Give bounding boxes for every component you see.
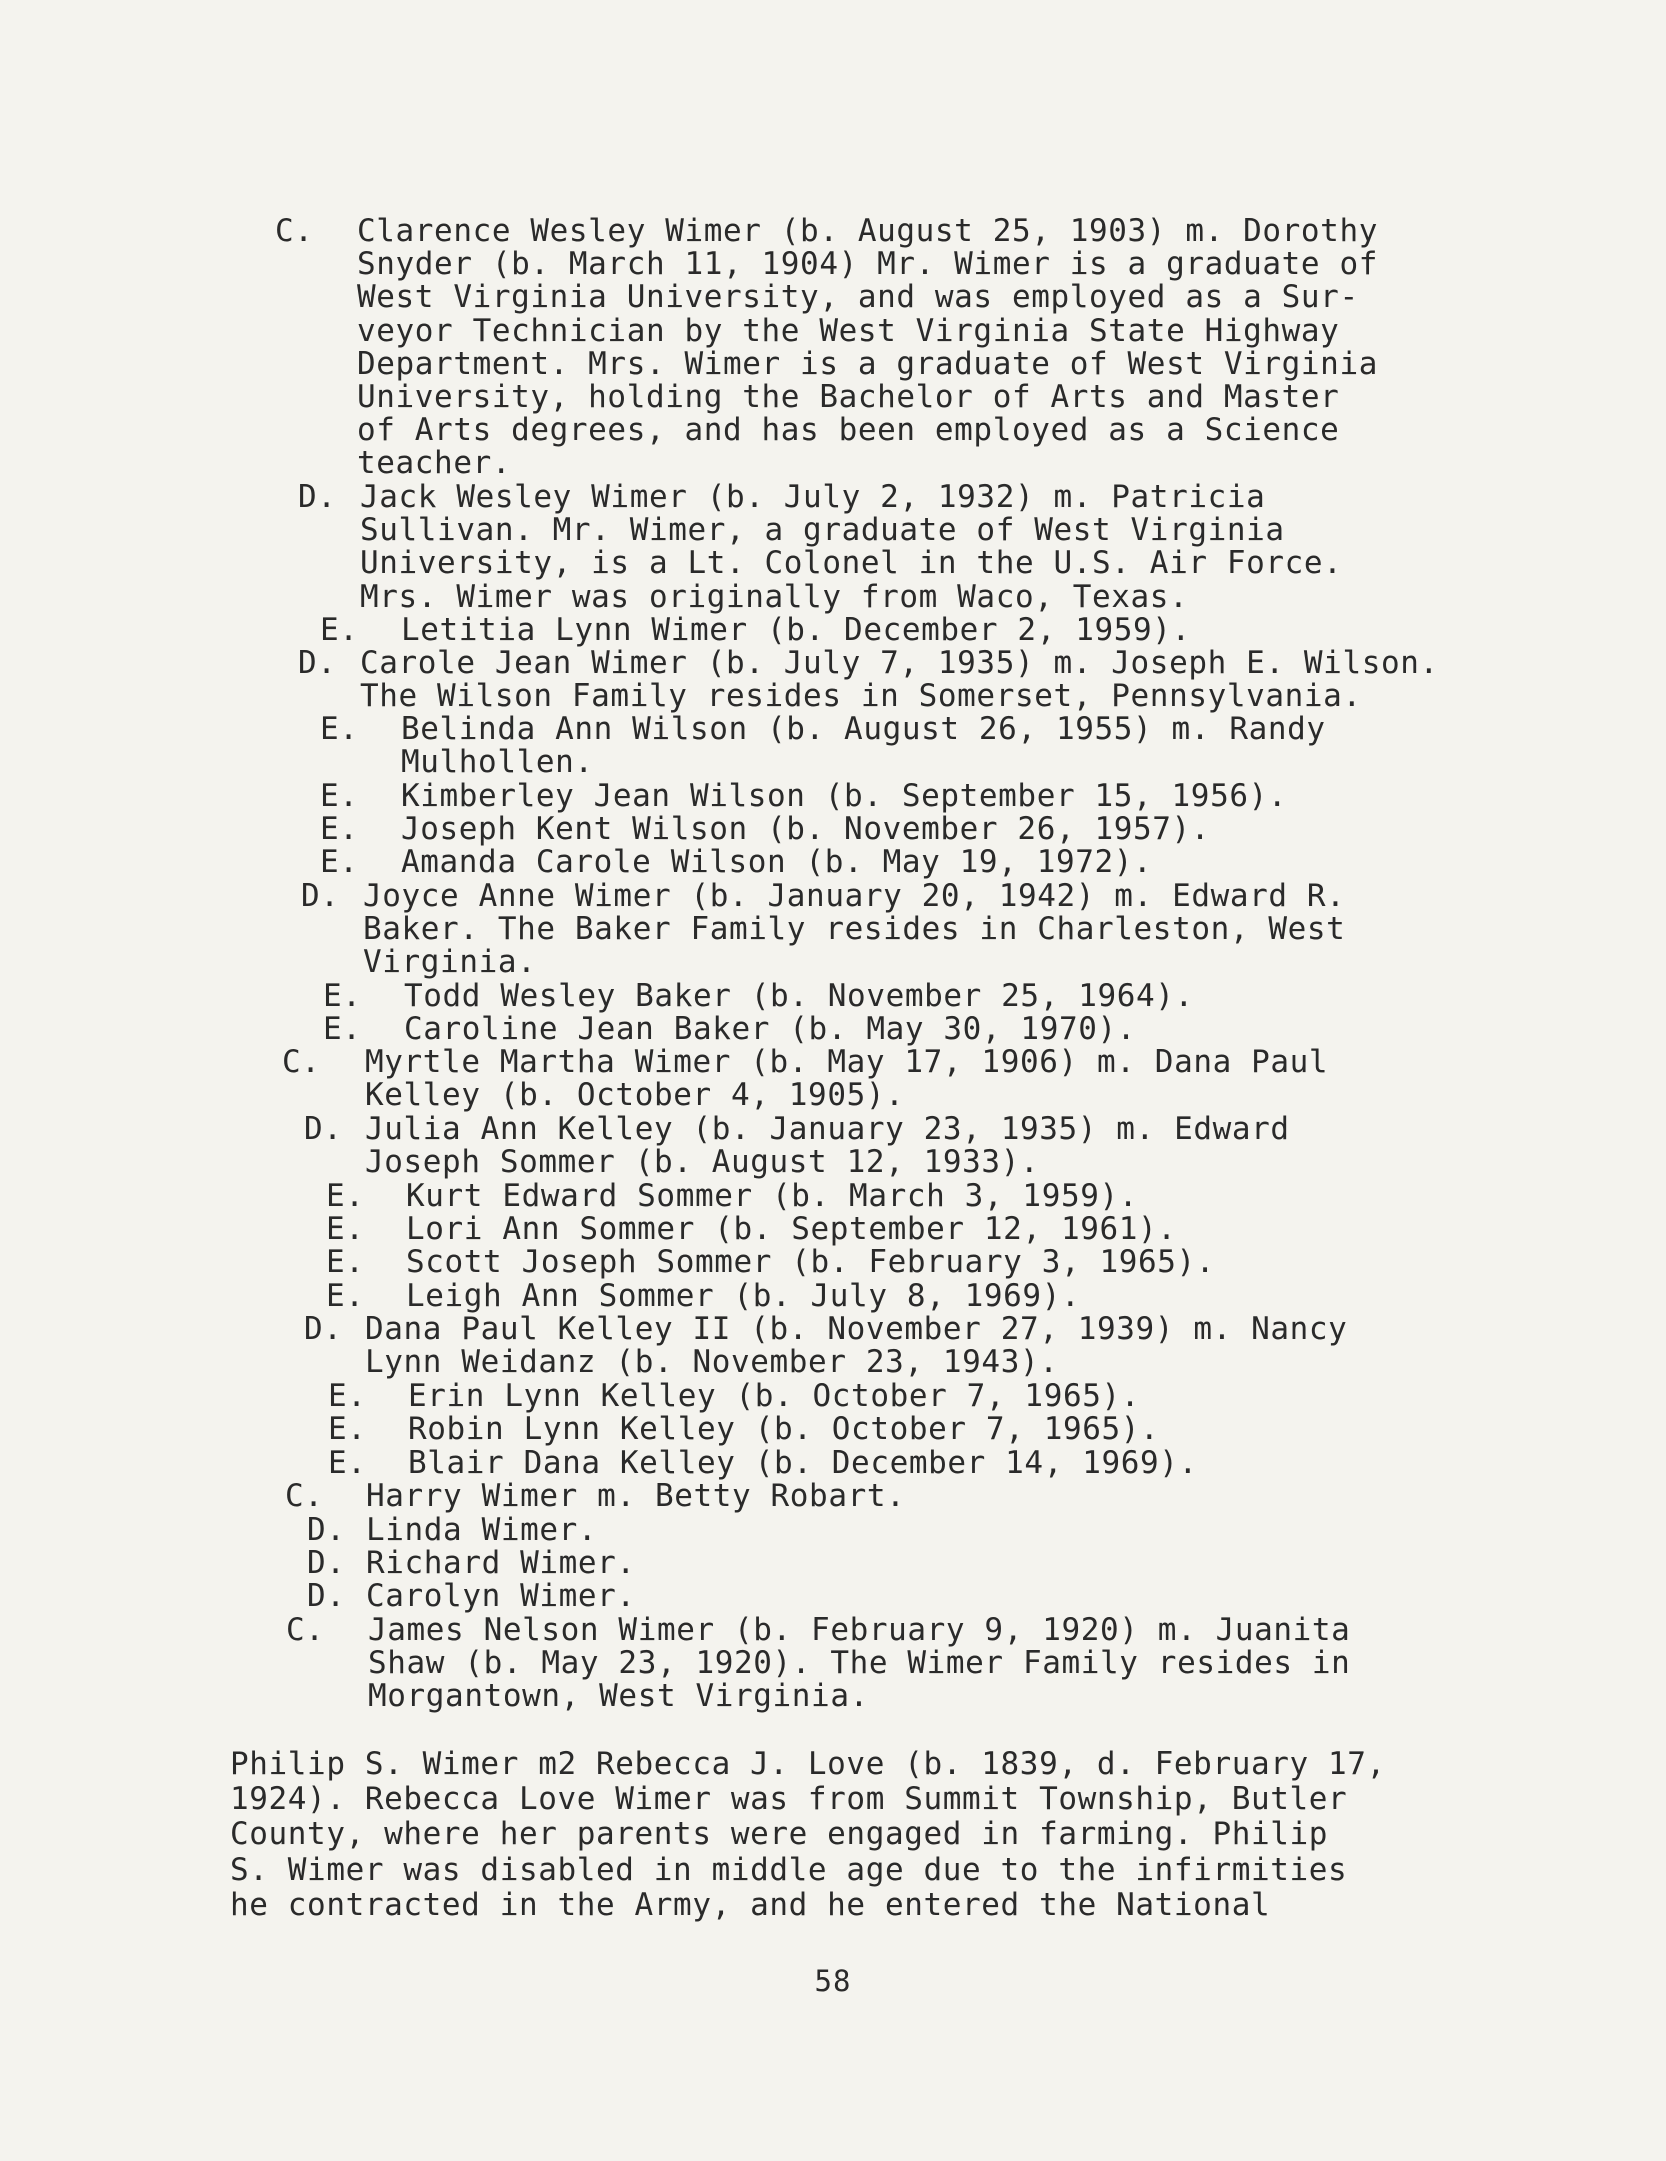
entry-marker: C. [275, 213, 314, 249]
entry-line: Joyce Anne Wimer (b. January 20, 1942) m. Edward R. [363, 878, 1346, 914]
entry-line: Snyder (b. March 11, 1904) Mr. Wimer is a graduate of [357, 246, 1378, 283]
page-number: 58 [814, 1964, 852, 1998]
entry-line: Todd Wesley Baker (b. November 25, 1964). [404, 978, 1194, 1014]
entry-marker: C. [286, 1612, 325, 1648]
entry-line: Kimberley Jean Wilson (b. September 15, 1956). [401, 778, 1288, 814]
entry-line: Jack Wesley Wimer (b. July 2, 1932) m. Patricia [360, 479, 1266, 515]
paragraph-line: he contracted in the Army, and he entered the National [230, 1886, 1271, 1923]
entry-line: Scott Joseph Sommer (b. February 3, 1965). [406, 1244, 1216, 1280]
entry-line: Amanda Carole Wilson (b. May 19, 1972). [401, 844, 1153, 880]
body-paragraph [230, 1747, 1386, 1923]
entry-marker: C. [282, 1044, 321, 1080]
entry-line: veyor Technician by the West Virginia State Highway [357, 312, 1340, 349]
entry-line: Lynn Weidanz (b. November 23, 1943). [365, 1344, 1059, 1381]
entry-line: Kurt Edward Sommer (b. March 3, 1959). [406, 1178, 1139, 1214]
entry-line: Baker. The Baker Family resides in Charleston, West [363, 911, 1346, 948]
entry-line: Carole Jean Wimer (b. July 7, 1935) m. Joseph E. Wilson. [360, 645, 1439, 681]
entry-line: West Virginia University, and was employed as a Sur- [357, 279, 1359, 316]
entry-line: of Arts degrees, and has been employed as a Science [357, 412, 1340, 449]
entry-line: Robin Lynn Kelley (b. October 7, 1965). [408, 1411, 1160, 1447]
entry-marker: D. [298, 479, 337, 515]
entry-marker: D. [304, 1311, 343, 1347]
entry-line: Virginia. [363, 944, 537, 981]
entry-line: University, holding the Bachelor of Arts and Master [357, 378, 1340, 415]
entry-marker: E. [326, 1178, 365, 1214]
entry-marker: E. [328, 1378, 367, 1414]
entry-line: Leigh Ann Sommer (b. July 8, 1969). [406, 1278, 1081, 1314]
entry-marker: E. [320, 844, 359, 880]
entry-line: Letitia Lynn Wimer (b. December 2, 1959). [401, 612, 1191, 648]
entry-line: Clarence Wesley Wimer (b. August 25, 1903) m. Dorothy [357, 213, 1378, 249]
entry-marker: E. [320, 811, 359, 847]
entry-line: Shaw (b. May 23, 1920). The Wimer Family resides in [368, 1645, 1351, 1682]
entry-line: Joseph Sommer (b. August 12, 1933). [365, 1144, 1040, 1181]
entry-line: Sullivan. Mr. Wimer, a graduate of West Virginia [360, 512, 1285, 549]
entry-line: Mulhollen. [401, 744, 594, 781]
entry-marker: D. [298, 645, 337, 681]
entry-line: Myrtle Martha Wimer (b. May 17, 1906) m. Dana Paul [365, 1044, 1329, 1080]
paragraph-line: Philip S. Wimer m2 Rebecca J. Love (b. 1839, d. February 17, [230, 1746, 1386, 1782]
entry-marker: E. [328, 1411, 367, 1447]
entry-marker: D. [301, 878, 340, 914]
entry-line: Kelley (b. October 4, 1905). [365, 1077, 905, 1114]
entry-line: Julia Ann Kelley (b. January 23, 1935) m. Edward [365, 1111, 1290, 1147]
entry-line: teacher. [357, 445, 512, 482]
entry-line: James Nelson Wimer (b. February 9, 1920) m. Juanita [368, 1612, 1351, 1648]
entry-line: Erin Lynn Kelley (b. October 7, 1965). [408, 1378, 1141, 1414]
entry-marker: E. [323, 1011, 362, 1047]
entry-line: Lori Ann Sommer (b. September 12, 1961). [406, 1211, 1177, 1247]
entry-marker: D. [307, 1545, 346, 1581]
entry-marker: E. [320, 711, 359, 747]
entry-marker: E. [320, 778, 359, 814]
entry-line: Morgantown, West Virginia. [368, 1678, 869, 1715]
entry-line: Dana Paul Kelley II (b. November 27, 1939) m. Nancy [365, 1311, 1348, 1347]
entry-line: Caroline Jean Baker (b. May 30, 1970). [404, 1011, 1137, 1047]
entry-marker: D. [304, 1111, 343, 1147]
entry-line: Richard Wimer. [366, 1545, 636, 1581]
entry-line: Joseph Kent Wilson (b. November 26, 1957). [401, 811, 1211, 847]
entry-marker: D. [307, 1578, 346, 1614]
entry-marker: D. [307, 1512, 346, 1548]
entry-marker: E. [323, 978, 362, 1014]
paragraph-line: County, where her parents were engaged in farming. Philip [230, 1816, 1329, 1853]
entry-line: Carolyn Wimer. [366, 1578, 636, 1614]
entry-marker: E. [326, 1278, 365, 1314]
entry-line: Harry Wimer m. Betty Robart. [366, 1478, 906, 1514]
entry-line: The Wilson Family resides in Somerset, Pennsylvania. [360, 678, 1362, 715]
paragraph-line: S. Wimer was disabled in middle age due to the infirmities [230, 1851, 1348, 1888]
entry-marker: E. [326, 1244, 365, 1280]
entry-marker: E. [326, 1211, 365, 1247]
entry-line: Blair Dana Kelley (b. December 14, 1969). [408, 1445, 1198, 1481]
entry-line: University, is a Lt. Colonel in the U.S. Air Force. [360, 545, 1343, 582]
entry-line: Belinda Ann Wilson (b. August 26, 1955) m. Randy [401, 711, 1326, 747]
entry-line: Department. Mrs. Wimer is a graduate of West Virginia [357, 345, 1378, 382]
entry-line: Linda Wimer. [366, 1512, 598, 1548]
entry-marker: E. [328, 1445, 367, 1481]
paragraph-line: 1924). Rebecca Love Wimer was from Summit Township, Butler [230, 1781, 1348, 1818]
entry-marker: C. [285, 1478, 324, 1514]
entry-marker: E. [320, 612, 359, 648]
entry-line: Mrs. Wimer was originally from Waco, Texas. [360, 578, 1189, 615]
